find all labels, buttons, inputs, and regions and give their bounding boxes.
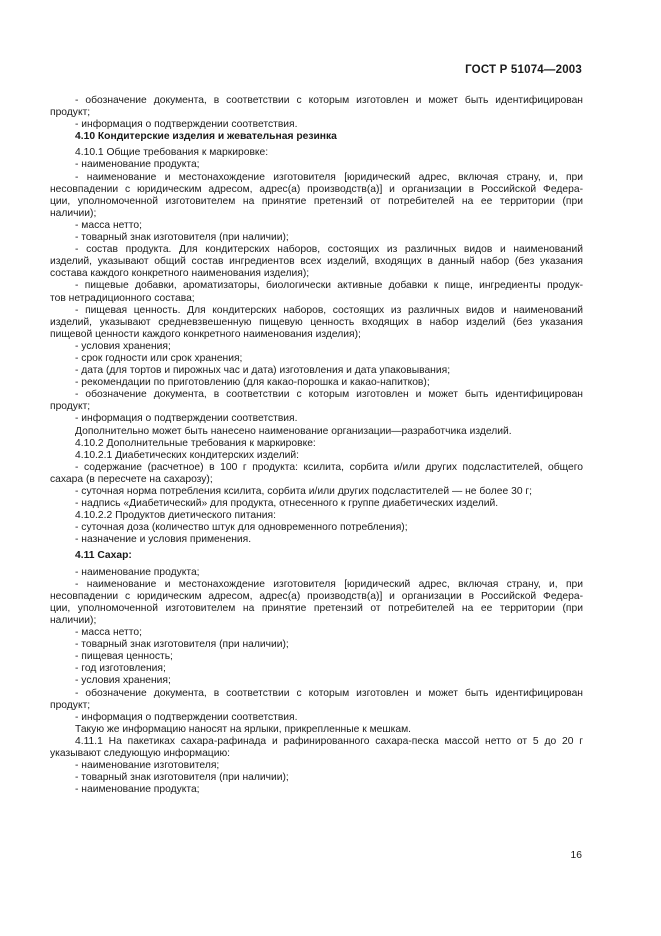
text-line: - товарный знак изготовителя (при наличии); — [75, 639, 289, 651]
text-line: - наименование изготовителя; — [75, 760, 220, 772]
text-line: - условия хранения; — [75, 675, 171, 687]
text-line: - пищевая ценность; — [75, 651, 173, 663]
text-line: - информация о подтверждении соответствия. — [75, 119, 298, 131]
document-standard-number: ГОСТ Р 51074—2003 — [465, 64, 582, 76]
document-body — [50, 95, 583, 796]
text-line: - обозначение документа, в соответствии с которым изготовлен и может быть идентифицирован — [75, 389, 583, 401]
text-line: - наименование и местонахождение изготовителя [юридический адрес, включая страну, и, при — [75, 171, 583, 183]
text-line: изделий, указывают общий состав ингредиентов всех изделий, входящих в данный набор (без указания — [50, 256, 583, 268]
text-line: - пищевая ценность. Для кондитерских наборов, состоящих из различных видов и наименований — [75, 304, 583, 316]
text-line: наличии); — [50, 207, 97, 219]
text-line: тов нетрадиционного состава; — [50, 292, 195, 304]
text-line: ции, уполномоченной изготовителем на принятие претензий от потребителей на ее территории (при — [50, 195, 583, 207]
text-line: Дополнительно может быть нанесено наименование организации—разработчика изделий. — [75, 425, 512, 437]
section-heading: 4.11 Сахар: — [75, 550, 132, 562]
text-line: - пищевые добавки, ароматизаторы, биологически активные добавки к пище, ингредиенты продук- — [75, 280, 583, 292]
text-line: - условия хранения; — [75, 340, 171, 352]
text-line: - суточная доза (количество штук для одновременного потребления); — [75, 522, 408, 534]
text-line: Такую же информацию наносят на ярлыки, прикрепленные к мешкам. — [75, 723, 412, 735]
text-line: - масса нетто; — [75, 627, 142, 639]
text-line: 4.10.1 Общие требования к маркировке: — [75, 147, 269, 159]
text-line: - надпись «Диабетический» для продукта, отнесенного к группе диабетических изделий. — [75, 498, 499, 510]
text-line: 4.10.2.1 Диабетических кондитерских изделий: — [75, 449, 299, 461]
text-line: состава каждого конкретного наименования изделия); — [50, 268, 310, 280]
text-line: - обозначение документа, в соответствии с которым изготовлен и может быть идентифицирован — [75, 687, 583, 699]
text-line: - товарный знак изготовителя (при наличии); — [75, 772, 289, 784]
text-line: - товарный знак изготовителя (при наличии); — [75, 232, 289, 244]
text-line: сахара (в пересчете на сахарозу); — [50, 473, 213, 485]
text-line: - рекомендации по приготовлению (для какао-порошка и какао-напитков); — [75, 377, 430, 389]
text-line: пищевой ценности каждого конкретного наименования изделия); — [50, 328, 361, 340]
text-line: - информация о подтверждении соответствия. — [75, 711, 298, 723]
text-line: - суточная норма потребления ксилита, сорбита и/или других подсластителей — не более 30 г; — [75, 486, 533, 497]
text-line: - наименование продукта; — [75, 784, 200, 796]
section-heading: 4.10 Кондитерские изделия и жевательная резинка — [75, 131, 337, 143]
text-line: наличии); — [50, 614, 97, 626]
text-line: указывают следующую информацию: — [50, 747, 231, 759]
text-line: - год изготовления; — [75, 663, 166, 675]
text-line: - наименование и местонахождение изготовителя [юридический адрес, включая страну, и, при — [75, 578, 583, 590]
text-line: несовпадении с юридическим адресом, адрес(а) производств(а)] и организации в Российской Федера- — [50, 183, 583, 195]
text-line: продукт; — [50, 107, 91, 119]
text-line: изделий, указывают средневзвешенную пищевую ценность входящих в набор изделий (без указания — [50, 316, 583, 328]
text-line: - информация о подтверждении соответствия. — [75, 413, 298, 425]
text-line: продукт; — [50, 699, 91, 711]
text-line: несовпадении с юридическим адресом, адрес(а) производств(а)] и организации в Российской Федера- — [50, 590, 583, 602]
text-line: - наименование продукта; — [75, 566, 200, 578]
text-line: продукт; — [50, 401, 91, 413]
text-line: - дата (для тортов и пирожных час и дата) изготовления и дата упаковывания; — [75, 365, 451, 377]
text-line: 4.11.1 На пакетиках сахара-рафинада и рафинированного сахара-песка массой нетто от 5 до 20 г — [75, 735, 583, 747]
text-line: - наименование продукта; — [75, 159, 200, 171]
text-line: 4.10.2.2 Продуктов диетического питания: — [75, 510, 276, 522]
text-line: - срок годности или срок хранения; — [75, 352, 243, 364]
text-line: - содержание (расчетное) в 100 г продукта: ксилита, сорбита и/или других подсластителей, общего — [75, 461, 583, 473]
page-number: 16 — [570, 850, 582, 861]
text-line: - назначение и условия применения. — [75, 534, 252, 546]
text-line: - состав продукта. Для кондитерских наборов, состоящих из различных видов и наименований — [75, 244, 583, 256]
text-line: - обозначение документа, в соответствии с которым изготовлен и может быть идентифицирован — [75, 95, 583, 106]
text-line: ции, уполномоченной изготовителем на принятие претензий от потребителей на ее территории (при — [50, 602, 583, 614]
text-line: 4.10.2 Дополнительные требования к маркировке: — [75, 437, 316, 449]
text-line: - масса нетто; — [75, 219, 142, 231]
